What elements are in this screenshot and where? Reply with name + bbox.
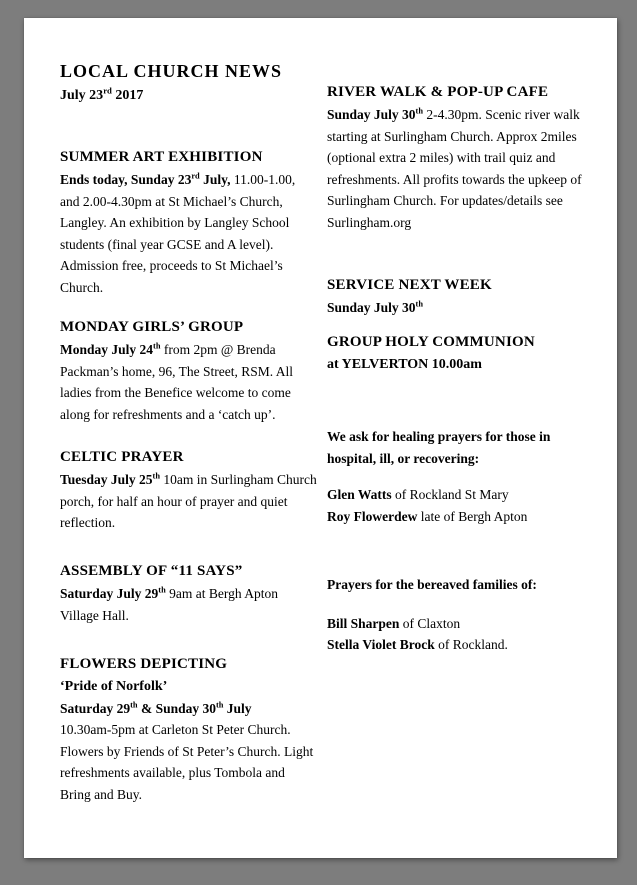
section-body: 10.30am-5pm at Carleton St Peter Church. Flowers by Friends of St Peter’s Church. Light refreshments available, plus Tombola and Bring and Buy. bbox=[60, 722, 314, 802]
section-service-next-week bbox=[327, 275, 595, 319]
section-date-line: Saturday 29th & Sunday 30th July bbox=[60, 700, 252, 716]
section-flowers-depicting bbox=[60, 654, 318, 805]
healing-prayers-intro: We ask for healing prayers for those in hospital, ill, or recovering: bbox=[327, 429, 551, 466]
section-body: Sunday July 30th 2-4.30pm. Scenic river walk starting at Surlingham Church. Approx 2miles (optional extra 2 miles) with trail quiz and refreshments. All profits towards the upkeep of Surlingham Church. For updates/details see Surlingham.org bbox=[327, 106, 582, 230]
section-heading: RIVER WALK & POP-UP CAFE bbox=[327, 84, 549, 100]
section-body: Tuesday July 25th 10am in Surlingham Church porch, for half an hour of prayer and quiet reflection. bbox=[60, 471, 317, 530]
bereaved-families-intro: Prayers for the bereaved families of: bbox=[327, 577, 537, 592]
section-heading: MONDAY GIRLS’ GROUP bbox=[60, 319, 244, 335]
section-heading: FLOWERS DEPICTING bbox=[60, 656, 228, 672]
section-body: Saturday July 29th 9am at Bergh Apton Village Hall. bbox=[60, 585, 278, 623]
newsletter-header bbox=[60, 60, 318, 106]
section-healing-prayers bbox=[327, 426, 595, 527]
bereaved-families-name: Stella Violet Brock of Rockland. bbox=[327, 637, 508, 652]
section-bereaved-families bbox=[327, 574, 595, 656]
issue-date: July 23rd 2017 bbox=[60, 85, 144, 103]
section-body: at YELVERTON 10.00am bbox=[327, 357, 482, 372]
section-celtic-prayer bbox=[60, 447, 318, 534]
section-river-walk-popup-cafe bbox=[327, 82, 595, 233]
section-heading: SUMMER ART EXHIBITION bbox=[60, 149, 263, 165]
document-page bbox=[24, 18, 617, 858]
section-body: Monday July 24th from 2pm @ Brenda Packman’s home, 96, The Street, RSM. All ladies from the Benefice welcome to come along for refreshments and a ‘catch up’. bbox=[60, 341, 293, 422]
section-group-holy-communion bbox=[327, 332, 595, 376]
page-title: LOCAL CHURCH NEWS bbox=[60, 61, 283, 81]
section-body: Sunday July 30th bbox=[327, 299, 423, 315]
section-heading: CELTIC PRAYER bbox=[60, 449, 184, 465]
section-body: Ends today, Sunday 23rd July, 11.00-1.00, and 2.00-4.30pm at St Michael’s Church, Langley. An exhibition by Langley School students (final year GCSE and A level). Admission free, proceeds to St Michael’s Church. bbox=[60, 171, 296, 295]
section-assembly-of-11-says bbox=[60, 561, 318, 626]
section-heading: SERVICE NEXT WEEK bbox=[327, 277, 492, 293]
bereaved-families-name: Bill Sharpen of Claxton bbox=[327, 615, 461, 631]
healing-prayers-name: Roy Flowerdew late of Bergh Apton bbox=[327, 508, 528, 524]
section-summer-art-exhibition bbox=[60, 147, 318, 298]
healing-prayers-name: Glen Watts of Rockland St Mary bbox=[327, 487, 509, 502]
section-heading: ASSEMBLY OF “11 SAYS” bbox=[60, 563, 243, 579]
section-heading: GROUP HOLY COMMUNION bbox=[327, 334, 535, 350]
section-subheading: ‘Pride of Norfolk’ bbox=[60, 679, 168, 694]
section-monday-girls-group bbox=[60, 317, 318, 425]
